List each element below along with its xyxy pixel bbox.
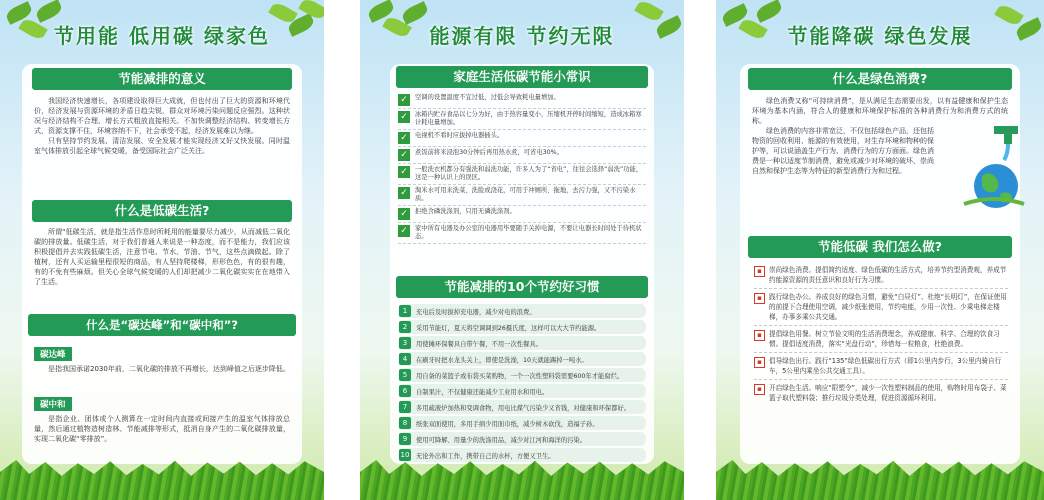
panel-title: 节能降碳 绿色发展 [787, 24, 973, 48]
poster-panel-2 [360, 0, 684, 500]
carbon-neutral-text: 是指企业、团体或个人测算在一定时间内直接或间接产生的温室气体排放总量，然后通过植物造树造林、节能减排等形式，抵消自身产生的二氧化碳排放量，实现二氧化碳“零排放”。 [34, 415, 290, 443]
bullet-icon: ▪ [754, 357, 765, 368]
bullet-icon: ▪ [754, 266, 765, 277]
list-item: 2 采用节能灯，夏天将空调调到26摄氏度，这样可以大大节约能源。 [398, 320, 646, 334]
list-item: 8 纸张双面使用，多用手绢少用面巾纸，减少树木砍伐，造福子孙。 [398, 416, 646, 430]
section-header-meaning: 节能减排的意义 [32, 68, 292, 90]
list-item: 7 多用疏液炉加热和变调食物，用电比煤气污染少又省钱，对健康和环保都好。 [398, 400, 646, 414]
carbon-peak-label: 碳达峰 [34, 347, 72, 361]
poster-panel-3 [716, 0, 1044, 500]
section-header-tips: 家庭生活低碳节能小常识 [396, 66, 648, 88]
actions-list [754, 262, 1008, 406]
list-item: ✓ 一般洗衣机都分有强洗和弱洗功能，许多人为了“省电”，往往会选择“弱洗”功能，这是一种认识上的误区。 [398, 164, 646, 185]
carbon-peak-text: 是指我国承诺2030年前，二氧化碳的排放不再增长，达到峰值之后逐步降低。 [48, 365, 290, 373]
list-item: ✓ 冰箱内贮存食品以七分为好，由于热容量变小，压缩机开停时间缩短，造成冰箱寒计耗电量增加。 [398, 109, 646, 130]
list-item: ✓ 煮饭前将米浸泡30分钟后再用热水煮，可省电30%。 [398, 147, 646, 164]
section-header-habits: 节能减排的10个节约好习惯 [396, 276, 648, 298]
list-item: ▪ 崇尚绿色消费。提倡简约适度、绿色低碳的生活方式，培养节约型消费观，养成节约能源资源的责任意识和良好行为习惯。 [754, 262, 1008, 289]
list-item: 4 在刷牙时把水龙头关上，即使是洗澡，10天就能踢掉一吨水。 [398, 352, 646, 366]
grass-decoration [360, 460, 684, 500]
list-item: 3 用使摊环保餐具自带午餐，不用一次性餐具。 [398, 336, 646, 350]
list-item: ▪ 提倡绿色用餐。树立节俭文明的生活消费理念，养成健康、科学、合理的饮食习惯。提倡适度消费，落实“光盘行动”，珍惜每一粒粮食，杜绝浪费。 [754, 326, 1008, 353]
bullet-icon: ▪ [754, 384, 765, 395]
checkmark-icon: ✓ [398, 208, 410, 220]
checkmark-icon: ✓ [398, 111, 410, 123]
section-header-green-consumption: 什么是绿色消费? [748, 68, 1012, 90]
list-item: ▪ 开启绿色生活。响应“限塑令”，减少一次性塑料制品的使用，购物时用布袋子、菜篮子取代塑料袋；推行垃圾分类处理，促进资源循环利用。 [754, 380, 1008, 406]
checkmark-icon: ✓ [398, 225, 410, 237]
section-header-how: 节能低碳 我们怎么做? [748, 236, 1012, 258]
list-item: ✓ 电视机不看时应拔掉电器插头。 [398, 130, 646, 147]
checkmark-icon: ✓ [398, 187, 410, 199]
list-item: 9 使用可降解、用量少的洗涤用品，减少对江河和海洋的污染。 [398, 432, 646, 446]
list-item: ▪ 践行绿色办公。养成良好的绿色习惯，避免“白昼灯”、杜绝“长明灯”，在保证使用的前提下合理使用空调，减少纸张使用，节约电能，少用一次性、少乘电梯走楼梯，办事多乘公共交通。 [754, 289, 1008, 326]
checkmark-icon: ✓ [398, 166, 410, 178]
list-item: ✓ 淘米水可用来洗菜、洗脸或浇花，可用于冲厕所、拖地，去污力强，又不污染水质。 [398, 185, 646, 206]
carbon-neutral-label: 碳中和 [34, 397, 72, 411]
green-consumption-text: 绿色消费又称“可持续消费”，是从满足生态需要出发，以有益健康和保护生态环境为基本内涵，符合人的健康和环境保护标准的各种消费行为和消费方式的统称。 绿色消费的内容非常宽泛，不仅包括绿色产品，还包括物资的回收利用、能源的有效使用，对生存环境和物种的保护等，可以说涵盖生产行为、消费行为的方方面面。绿色消费是一种以适度节制消费，避免或减少对环境的破坏，崇尚自然和保护生态等为特征的新型消费行为和过程。 [752, 97, 1008, 175]
carbon-neutral-block [34, 392, 290, 444]
list-item: 5 用自备的菜篮子或布袋买菜购物，一个一次性塑料袋需要600年才能腐烂。 [398, 368, 646, 382]
list-item: ✓ 拒绝含磷洗涤剂，只用无磷洗涤剂。 [398, 206, 646, 223]
checkmark-icon: ✓ [398, 94, 410, 106]
meaning-text: 我国经济快速增长，各项建设取得巨大成就，但也付出了巨大的资源和环境代价，经济发展与资源环境的矛盾日趋尖锐，群众对环境污染问题反应强烈。这种状况与经济结构不合理、增长方式粗放直接相关。不加快调整经济结构、转变增长方式，资源支撑不住，环境容纳不下，社会承受不起，经济发展难以为继。 只有坚持节约发展、清洁发展、安全发展才能实现经济又好又快发展。同时温室气体排放引起全球气候变暖，备受国际社会广泛关注。 [34, 97, 290, 155]
list-item: 6 自制果汁，不仅健康还能减少工业用水和用电。 [398, 384, 646, 398]
list-item: 1 充电后及时拔掉充电器，减少对电的浪费。 [398, 304, 646, 318]
panel-title: 能源有限 节约无限 [429, 24, 615, 48]
tips-list [398, 92, 646, 244]
checkmark-icon: ✓ [398, 149, 410, 161]
checkmark-icon: ✓ [398, 132, 410, 144]
section-header-peak-neutral: 什么是“碳达峰”和“碳中和”? [28, 314, 296, 336]
grass-decoration [716, 460, 1044, 500]
earth-faucet-icon [960, 120, 1028, 212]
habits-list [398, 302, 646, 464]
grass-decoration [0, 460, 324, 500]
panel-title: 节用能 低用碳 绿家色 [54, 24, 270, 48]
section-header-low-carbon: 什么是低碳生活? [32, 200, 292, 222]
list-item: ▪ 倡导绿色出行。践行“135”绿色低碳出行方式（即1公里内步行，3公里内骑自行车，5公里内乘坐公共交通工具）。 [754, 353, 1008, 380]
bullet-icon: ▪ [754, 330, 765, 341]
bullet-icon: ▪ [754, 293, 765, 304]
carbon-peak-block [34, 342, 290, 374]
list-item: ✓ 空调的设置温度不宜过低，过低会导致耗电量增加。 [398, 92, 646, 109]
list-item: ✓ 家中所有电器及办公室的电器用毕要随手关掉电源，不要让电器长时间处于待机状态。 [398, 223, 646, 244]
low-carbon-text: 所谓“低碳生活，就是指生活作息时所耗用的能量要尽力减少，从而减低二氧化碳的排放量。低碳生活，对于我们普通人来说是一种态度，而不是能力，我们应该积极提倡并去实践低碳生活，注意节电、节水、节油、节气，这些点滴做起。除了植树，还有人买运输里程很短的商品，有人坚持爬楼梯，形形色色，有的很有趣，有的不免有些麻烦。但关心全球气候变暖的人们却把减少二氧化碳实实在在地带入了生活。 [34, 228, 290, 286]
poster-panel-1 [0, 0, 324, 500]
list-item: 10 无论外出和工作，携带自己的水杯，方便又卫生。 [398, 448, 646, 462]
